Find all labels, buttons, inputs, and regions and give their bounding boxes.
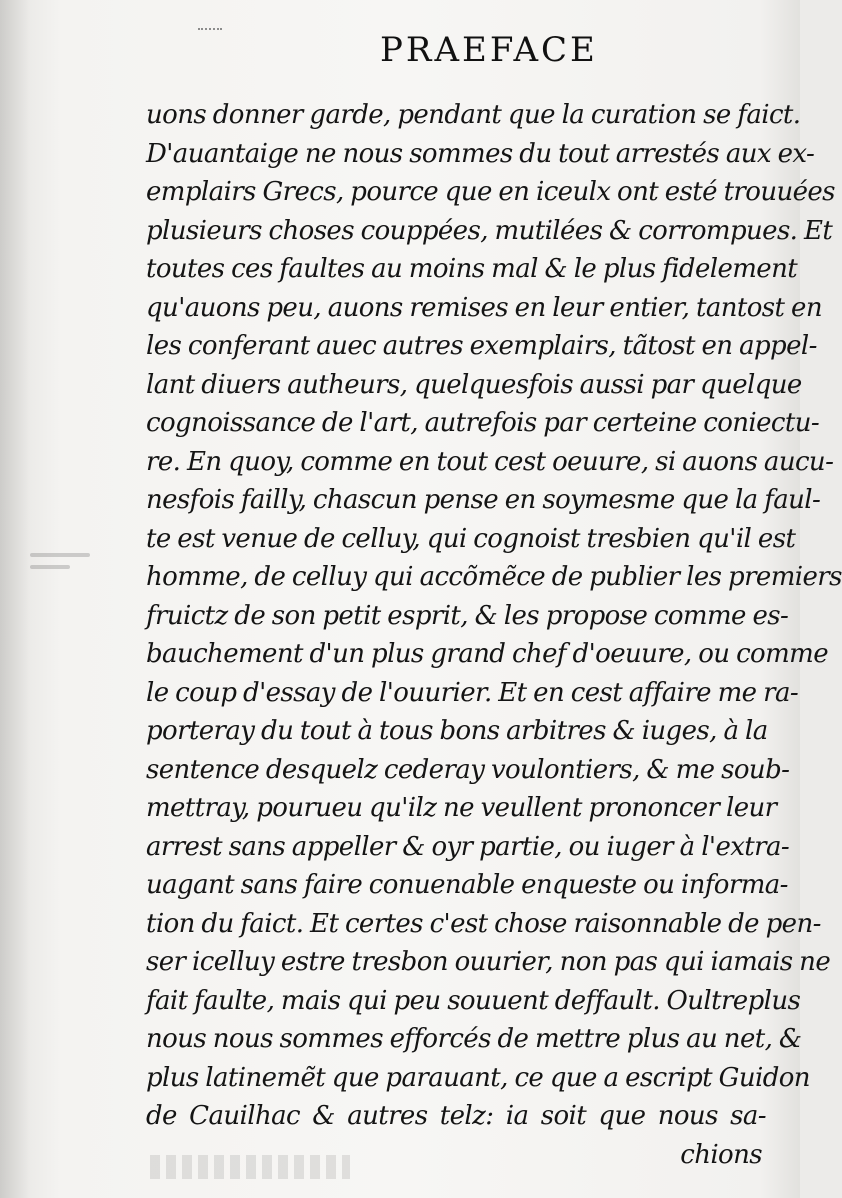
text-line: emplairs Grecs, pource que en iceulx ont esté trouuées [146,177,835,207]
text-line: qu'auons peu, auons remises en leur entier, tantost en [146,292,822,323]
text-line: fruictz de son petit esprit, & les propose comme es- [146,600,789,631]
text-line: cognoissance de l'art, autrefois par certeine coniectu- [146,408,820,438]
ink-specks [198,28,222,33]
text-line: lant diuers autheurs, quelquesfois aussi par quelque [146,369,802,400]
text-line: D'auantaige ne nous sommes du tout arrestés aux ex- [146,138,815,169]
text-line: uagant sans faire conuenable enqueste ou informa- [146,870,788,900]
text-line: nesfois failly, chascun pense en soymesme que la faul- [146,485,821,515]
text-line: sentence desquelz cederay voulontiers, & me soub- [146,754,790,785]
text-line: nous nous sommes efforcés de mettre plus au net, & [146,1024,802,1054]
bleed-through [150,1155,350,1179]
text-line: les conferant auec autres exemplairs, tãtost en appel- [146,331,817,361]
gutter-shadow [0,0,30,1198]
text-line: te est venue de celluy, qui cognoist tresbien qu'il est [146,523,796,554]
text-line: mettray, pourueu qu'ilz ne veullent prononcer leur [146,793,777,823]
text-line: toutes ces faultes au moins mal & le plus fidelement [146,254,798,284]
text-line: bauchement d'un plus grand chef d'oeuure, ou comme [146,639,828,669]
text-line: le coup d'essay de l'ouurier. Et en cest affaire me ra- [146,677,799,708]
text-line: porteray du tout à tous bons arbitres & iuges, à la [146,716,768,746]
text-line: ser icelluy estre tresbon ouurier, non pas qui iamais ne [146,947,831,977]
catchword: chions [680,1139,762,1170]
text-line: de Cauilhac & autres telz: ia soit que nous sa- [146,1101,766,1131]
text-line: tion du faict. Et certes c'est chose raisonnable de pen- [146,908,821,939]
running-title: PRAEFACE [380,30,598,70]
show-through-marks [30,545,110,605]
text-line: plusieurs choses couppées, mutilées & corrompues. Et [146,215,833,246]
text-line: homme, de celluy qui accõmẽce de publier les premiers [146,562,842,592]
text-line: arrest sans appeller & oyr partie, ou iuger à l'extra- [146,831,790,862]
text-line: fait faulte, mais qui peu souuent deffault. Oultreplus [146,985,801,1016]
body-text [146,96,842,1174]
text-line: uons donner garde, pendant que la curation se faict. [146,100,801,130]
text-line: plus latinemẽt que parauant, ce que a escript Guidon [146,1062,810,1093]
text-line: re. En quoy, comme en tout cest oeuure, si auons aucu- [146,446,834,477]
